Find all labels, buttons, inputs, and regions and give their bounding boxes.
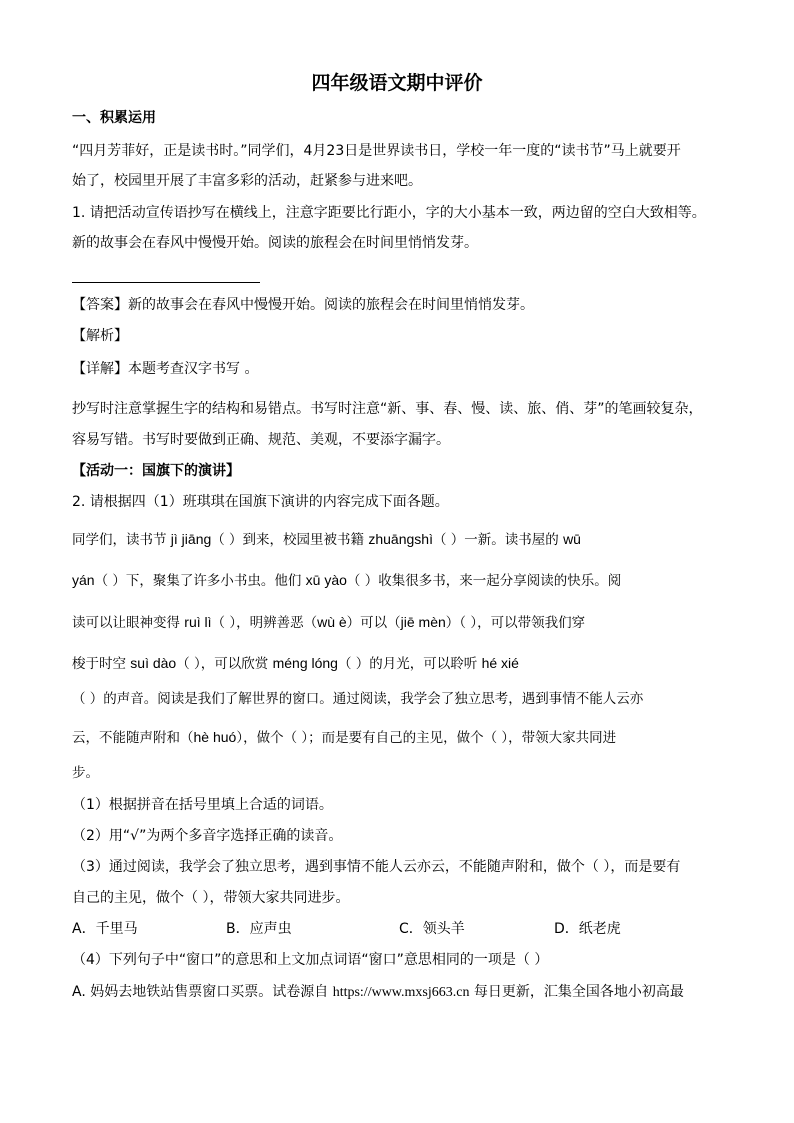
pinyin: hé xié bbox=[481, 655, 519, 671]
sub-question-2: （2）用“√”为两个多音字选择正确的读音。 bbox=[72, 828, 343, 844]
detail-label: 【详解】 bbox=[72, 361, 128, 377]
passage-line-3 bbox=[72, 612, 585, 633]
pinyin: suì dào bbox=[130, 655, 177, 671]
question-1-line-2: 新的故事会在春风中慢慢开始。阅读的旅程会在时间里悄悄发芽。 bbox=[72, 235, 478, 251]
intro-line-2: 始了，校园里开展了丰富多彩的活动，赶紧参与进来吧。 bbox=[72, 173, 422, 189]
option-c: C．领头羊 bbox=[399, 921, 465, 937]
option-d: D．纸老虎 bbox=[554, 921, 621, 937]
pinyin: xū yào bbox=[305, 572, 347, 588]
passage-text: 云，不能随声附和（ bbox=[72, 730, 194, 746]
intro-line-1: “四月芳菲好，正是读书时。”同学们，4月23日是世界读书日，学校一年一度的“读书节”马上就要开 bbox=[72, 143, 681, 159]
sub-question-1: （1）根据拼音在括号里填上合适的词语。 bbox=[72, 797, 333, 813]
passage-line-5: （ ）的声音。阅读是我们了解世界的窗口。通过阅读，我学会了独立思考，遇到事情不能人云亦 bbox=[72, 691, 644, 707]
passage-line-2 bbox=[72, 570, 621, 591]
question-1-line-1: 1. 请把活动宣传语抄写在横线上，注意字距要比行距小，字的大小基本一致，两边留的空白大致相等。 bbox=[72, 205, 706, 221]
explain-line-1: 抄写时注意掌握生字的结构和易错点。书写时注意“新、事、春、慢、读、旅、俏、芽”的笔画较复杂， bbox=[72, 401, 703, 417]
passage-text: 梭于时空 bbox=[72, 656, 131, 672]
passage-text: （ ）到来，校园里被书籍 bbox=[211, 532, 369, 548]
passage-text: （ ）收集很多书，来一起分享阅读的快乐。阅 bbox=[346, 573, 622, 589]
pinyin: zhuāngshì bbox=[368, 531, 433, 547]
passage-text: ）（ ），可以带领我们穿 bbox=[445, 615, 586, 631]
pinyin: yán bbox=[72, 572, 95, 588]
explain-line-2: 容易写错。书写时要做到正确、规范、美观，不要添字漏字。 bbox=[72, 432, 450, 448]
passage-text: 同学们，读书节 bbox=[72, 532, 171, 548]
pinyin: méng lóng bbox=[272, 655, 338, 671]
writing-rule bbox=[72, 282, 260, 283]
passage-line-6 bbox=[72, 727, 616, 748]
source-link[interactable]: https://www.mxsj663.cn bbox=[332, 985, 470, 1000]
passage-text: （ ）下，聚集了许多小书虫。他们 bbox=[94, 573, 306, 589]
pinyin: jiē mèn bbox=[400, 614, 446, 630]
pinyin: ruì lì bbox=[184, 614, 212, 630]
analysis-label: 【解析】 bbox=[72, 328, 128, 344]
sub-question-3-line-2: 自己的主见，做个（ ），带领大家共同进步。 bbox=[72, 890, 350, 906]
passage-line-1 bbox=[72, 529, 581, 550]
pinyin: wù è bbox=[317, 614, 347, 630]
passage-text: ），做个（ ）；而是要有自己的主见，做个（ ），带领大家共同进 bbox=[236, 730, 617, 746]
detail-line bbox=[72, 359, 258, 379]
sub-question-4: （4）下列句子中“窗口”的意思和上文加点词语“窗口”意思相同的一项是（ ） bbox=[72, 952, 549, 968]
activity-heading: 【活动一：国旗下的演讲】 bbox=[72, 463, 240, 479]
question-2: 2. 请根据四（1）班琪琪在国旗下演讲的内容完成下面各题。 bbox=[72, 494, 449, 510]
answer-text: 新的故事会在春风中慢慢开始。阅读的旅程会在时间里悄悄发芽。 bbox=[128, 297, 534, 313]
passage-text: （ ）的月光，可以聆听 bbox=[337, 656, 482, 672]
passage-line-4 bbox=[72, 653, 519, 674]
passage-text: （ ），可以欣赏 bbox=[176, 656, 273, 672]
answer-line bbox=[72, 295, 534, 315]
option-a-tail: 每日更新，汇集全国各地小初高最 bbox=[469, 984, 684, 1000]
passage-text: （ ）一新。读书屋的 bbox=[432, 532, 564, 548]
passage-text: ）可以（ bbox=[346, 615, 401, 631]
option-a: A．千里马 bbox=[72, 921, 138, 937]
pinyin: hè huó bbox=[193, 729, 237, 745]
passage-line-7: 步。 bbox=[72, 765, 99, 781]
pinyin: wū bbox=[563, 531, 581, 547]
page-title: 四年级语文期中评价 bbox=[311, 72, 483, 94]
option-a-line bbox=[72, 982, 684, 1003]
option-a-text: A. 妈妈去地铁站售票窗口买票。试卷源自 bbox=[72, 984, 333, 1000]
answer-label: 【答案】 bbox=[72, 297, 128, 313]
passage-text: 读可以让眼神变得 bbox=[72, 615, 185, 631]
option-b: B．应声虫 bbox=[226, 921, 292, 937]
sub-question-3-line-1: （3）通过阅读，我学会了独立思考，遇到事情不能人云亦云，不能随声附和，做个（ ），而是要有 bbox=[72, 859, 681, 875]
passage-text: （ ），明辨善恶（ bbox=[211, 615, 318, 631]
section-heading: 一、积累运用 bbox=[72, 110, 156, 126]
pinyin: jì jiāng bbox=[170, 531, 212, 547]
detail-text: 本题考查汉字书写 。 bbox=[128, 361, 259, 377]
